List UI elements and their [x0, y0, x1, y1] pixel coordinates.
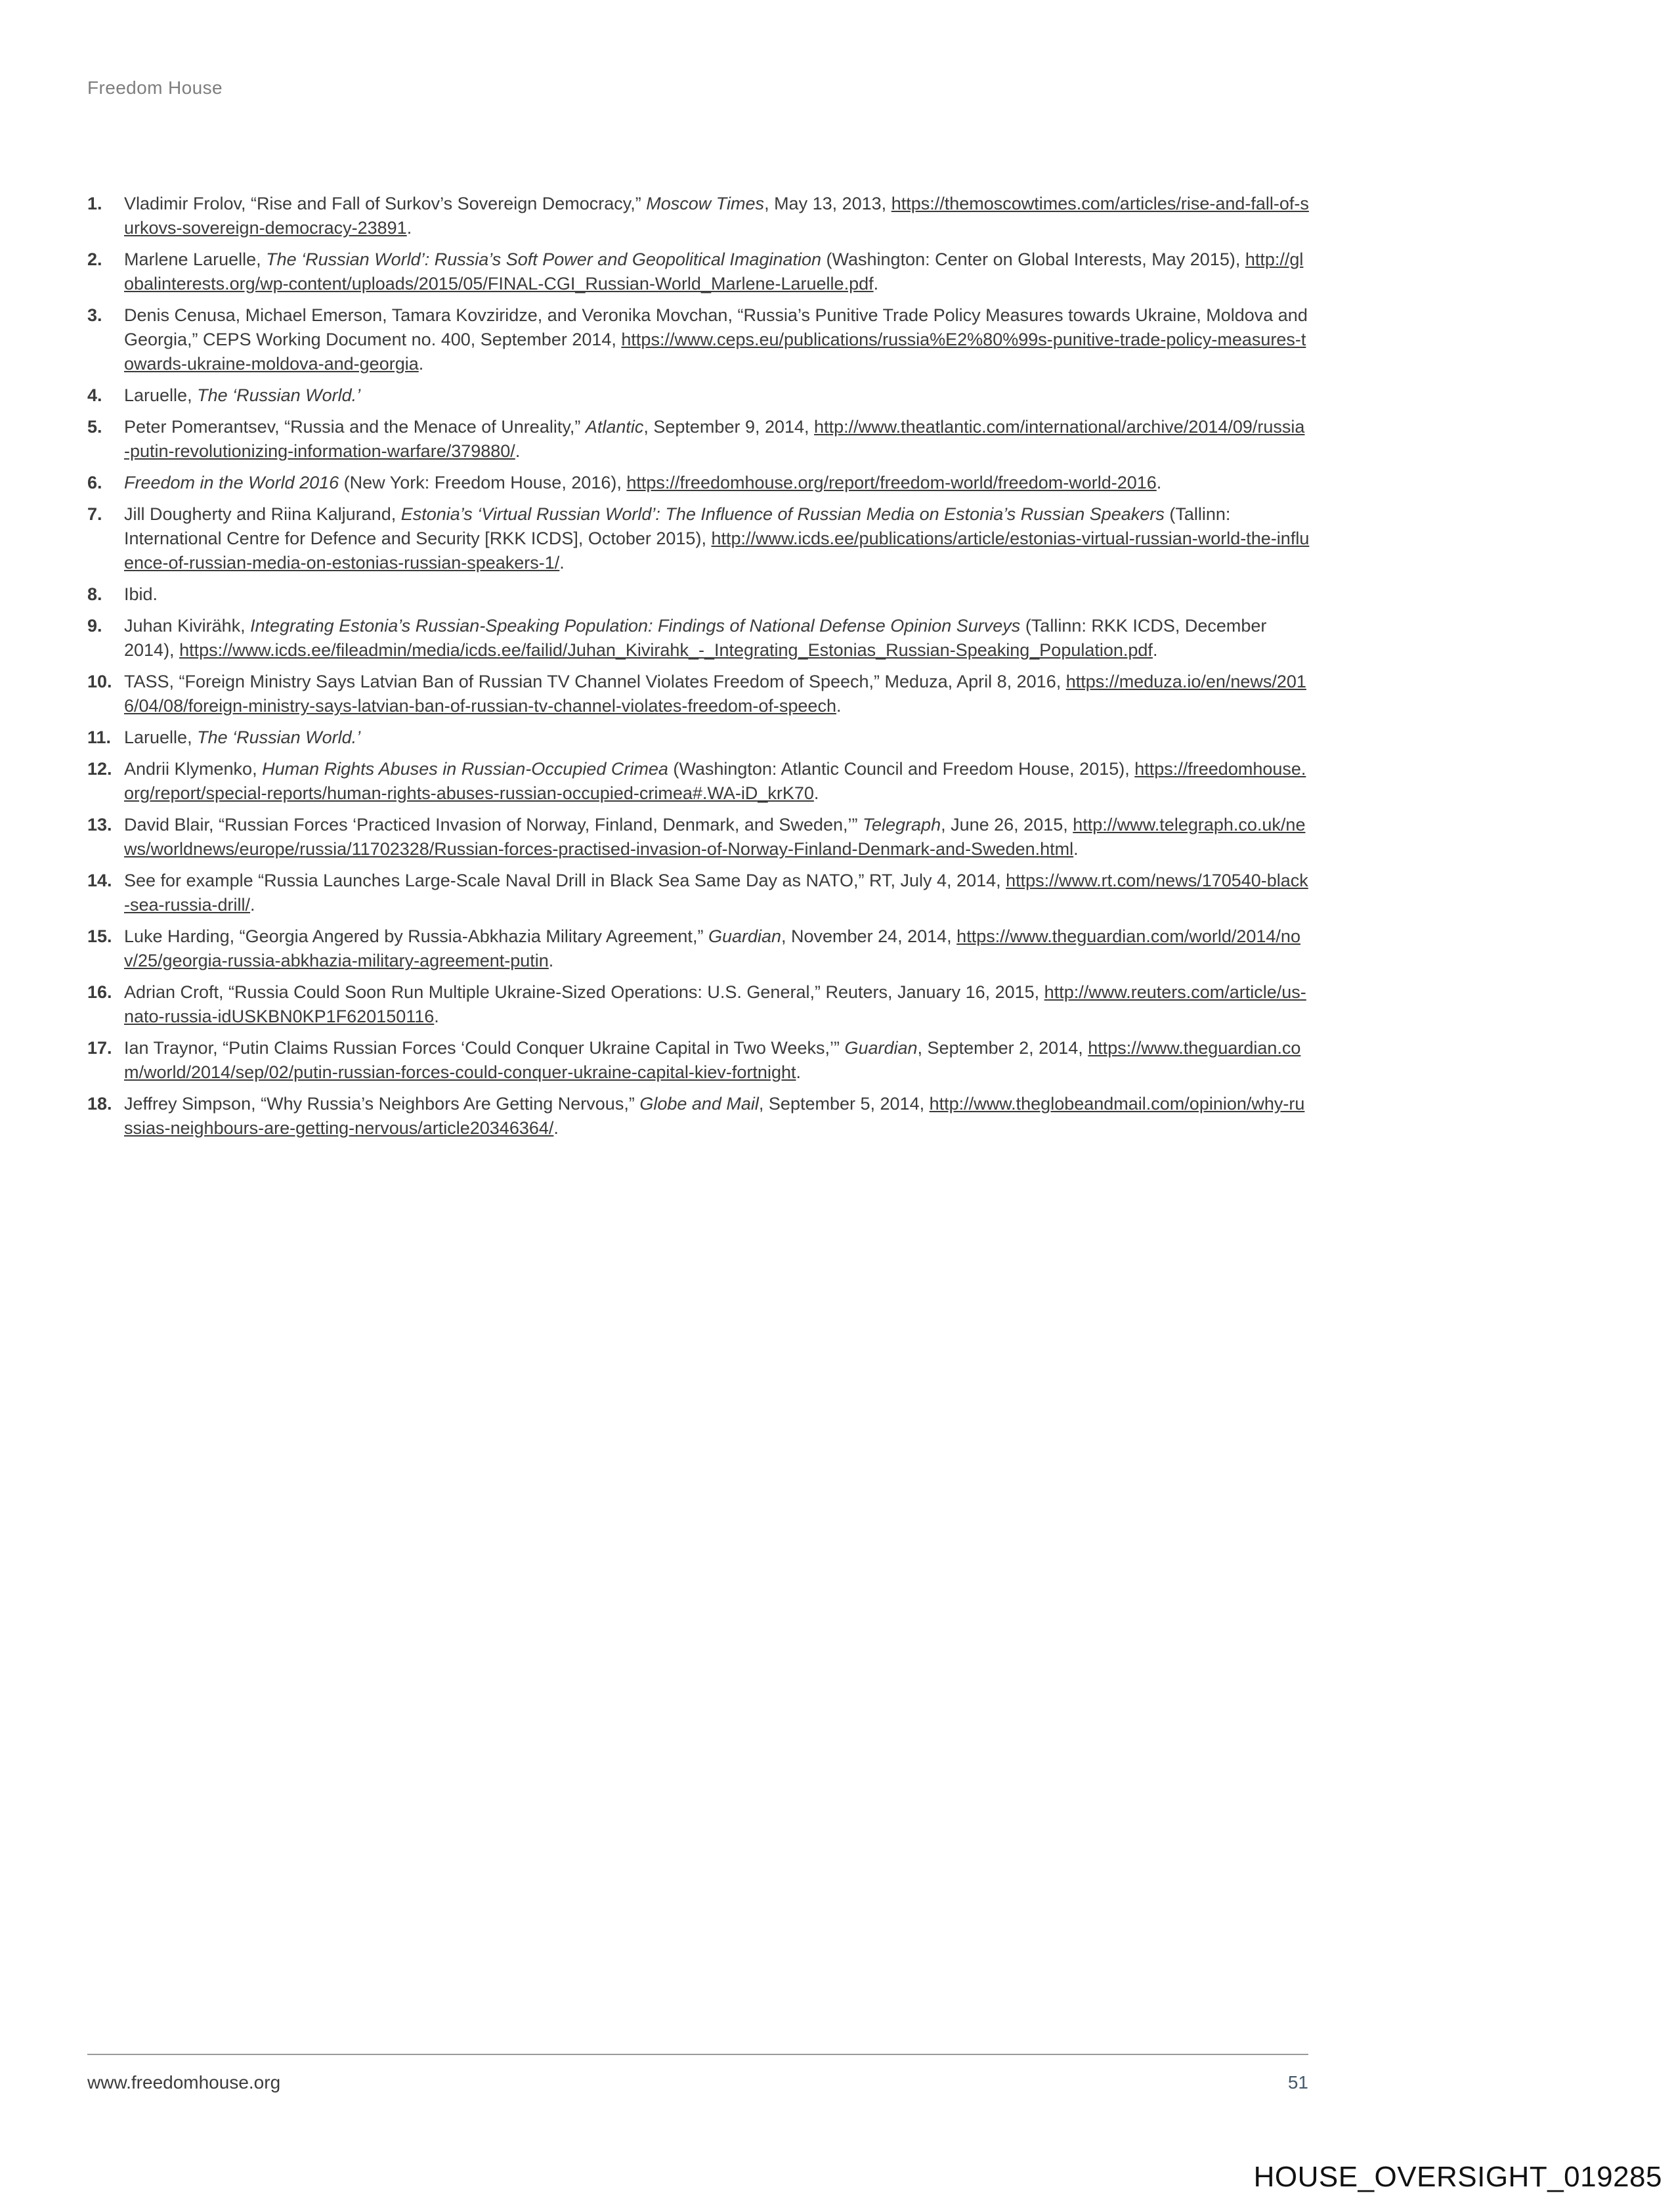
- endnote-number: 5.: [87, 417, 102, 437]
- citation-link[interactable]: http://globalinterests.org/wp-content/uploads/2015/05/FINAL-CGI_Russian-World_Marlene-Laruelle.pdf: [124, 249, 1304, 293]
- citation-text: Adrian Croft, “Russia Could Soon Run Multiple Ukraine-Sized Operations: U.S. General,” Reuters, January 16, 2015,: [124, 982, 1044, 1002]
- citation-link[interactable]: http://www.telegraph.co.uk/news/worldnews/europe/russia/11702328/Russian-forces-practised-invasion-of-Norway-Finland-Denmark-and-Sweden.html: [124, 815, 1306, 859]
- citation-link[interactable]: https://www.icds.ee/fileadmin/media/icds.ee/failid/Juhan_Kivirahk_-_Integrating_Estonias_Russian-Speaking_Population.pdf: [179, 640, 1153, 660]
- citation-text: Jill Dougherty and Riina Kaljurand,: [124, 504, 401, 524]
- endnote-text: [124, 415, 1310, 464]
- page-footer: [87, 2054, 1308, 2093]
- citation-text: Laruelle,: [124, 385, 198, 405]
- endnote: [87, 726, 1310, 750]
- endnote-number: 4.: [87, 385, 102, 405]
- endnote-text: [124, 248, 1310, 296]
- endnote: [87, 502, 1310, 575]
- endnote-text: [124, 726, 1310, 750]
- citation-text: , May 13, 2013,: [764, 194, 891, 213]
- page-number: 51: [1287, 2072, 1308, 2093]
- endnote-number: 14.: [87, 871, 112, 890]
- endnote-text: [124, 980, 1310, 1029]
- citation-title: The ‘Russian World.’: [197, 727, 361, 747]
- endnote-text: [124, 383, 1310, 408]
- citation-title: Estonia’s ‘Virtual Russian World’: The Influence of Russian Media on Estonia’s Russian Speakers: [400, 504, 1165, 524]
- citation-title: Globe and Mail: [639, 1094, 759, 1114]
- endnote-number: 8.: [87, 584, 102, 604]
- citation-text: .: [559, 553, 565, 573]
- citation-title: Moscow Times: [646, 194, 765, 213]
- endnote-text: [124, 582, 1310, 607]
- endnote-number: 7.: [87, 504, 102, 524]
- citation-link[interactable]: http://www.reuters.com/article/us-nato-russia-idUSKBN0KP1F620150116: [124, 982, 1306, 1026]
- citation-text: Luke Harding, “Georgia Angered by Russia-Abkhazia Military Agreement,”: [124, 926, 708, 946]
- endnote-text: [124, 192, 1310, 240]
- citation-text: , June 26, 2015,: [941, 815, 1073, 835]
- citation-title: Human Rights Abuses in Russian-Occupied Crimea: [262, 759, 668, 779]
- endnote-number: 10.: [87, 672, 112, 691]
- endnote: [87, 1092, 1310, 1140]
- endnote-text: [124, 1036, 1310, 1085]
- endnote-text: [124, 869, 1310, 917]
- endnote-number: 6.: [87, 473, 102, 492]
- citation-text: , September 5, 2014,: [758, 1094, 930, 1114]
- citation-text: .: [406, 218, 412, 238]
- citation-text: (Tallinn: International Centre for Defence and Security [RKK ICDS], October 2015),: [124, 504, 1231, 548]
- endnote-number: 17.: [87, 1038, 112, 1058]
- citation-text: See for example “Russia Launches Large-Scale Naval Drill in Black Sea Same Day as NATO,” RT, July 4, 2014,: [124, 871, 1006, 890]
- endnote-text: [124, 813, 1310, 861]
- citation-text: Denis Cenusa, Michael Emerson, Tamara Kovziridze, and Veronika Movchan, “Russia’s Punitive Trade Policy Measures towards Ukraine, Moldova and Georgia,” CEPS Working Document no. 400, September 2014,: [124, 305, 1308, 349]
- endnote: [87, 757, 1310, 806]
- citation-text: Ian Traynor, “Putin Claims Russian Forces ‘Could Conquer Ukraine Capital in Two Weeks,’”: [124, 1038, 845, 1058]
- endnote-number: 15.: [87, 926, 112, 946]
- citation-text: .: [1156, 473, 1162, 492]
- citation-text: .: [1073, 839, 1079, 859]
- citation-text: , November 24, 2014,: [781, 926, 957, 946]
- citation-text: (Tallinn: RKK ICDS, December 2014),: [124, 616, 1267, 660]
- citation-text: Marlene Laruelle,: [124, 249, 267, 269]
- endnote-text: [124, 471, 1310, 495]
- endnote-text: [124, 303, 1310, 376]
- citation-text: Juhan Kivirähk,: [124, 616, 251, 636]
- citation-link[interactable]: https://www.theguardian.com/world/2014/nov/25/georgia-russia-abkhazia-military-agreement-putin: [124, 926, 1300, 970]
- citation-text: (Washington: Center on Global Interests, May 2015),: [821, 249, 1245, 269]
- endnote-number: 13.: [87, 815, 112, 835]
- citation-text: (Washington: Atlantic Council and Freedom House, 2015),: [668, 759, 1135, 779]
- citation-title: Integrating Estonia’s Russian-Speaking Population: Findings of National Defense Opinion Surveys: [250, 616, 1021, 636]
- citation-text: , September 2, 2014,: [917, 1038, 1088, 1058]
- citation-text: Laruelle,: [124, 727, 198, 747]
- endnote: [87, 924, 1310, 973]
- citation-text: TASS, “Foreign Ministry Says Latvian Ban of Russian TV Channel Violates Freedom of Speech,” Meduza, April 8, 2016,: [124, 672, 1066, 691]
- citation-link[interactable]: https://freedomhouse.org/report/freedom-world/freedom-world-2016: [626, 473, 1157, 492]
- citation-text: Andrii Klymenko,: [124, 759, 263, 779]
- citation-text: .: [515, 441, 521, 461]
- citation-link[interactable]: https://www.ceps.eu/publications/russia%E2%80%99s-punitive-trade-policy-measures-towards-ukraine-moldova-and-georgia: [124, 330, 1306, 374]
- endnote: [87, 415, 1310, 464]
- endnote: [87, 670, 1310, 718]
- citation-text: .: [836, 696, 842, 716]
- citation-link[interactable]: https://meduza.io/en/news/2016/04/08/foreign-ministry-says-latvian-ban-of-russian-tv-channel-violates-freedom-of-speech: [124, 672, 1306, 716]
- endnote: [87, 471, 1310, 495]
- citation-text: Jeffrey Simpson, “Why Russia’s Neighbors Are Getting Nervous,”: [124, 1094, 640, 1114]
- endnote-number: 2.: [87, 249, 102, 269]
- footer-site-url: www.freedomhouse.org: [87, 2072, 281, 2093]
- citation-link[interactable]: http://www.theglobeandmail.com/opinion/why-russias-neighbours-are-getting-nervous/article20346364/: [124, 1094, 1305, 1138]
- endnote: [87, 303, 1310, 376]
- citation-title: The ‘Russian World.’: [197, 385, 361, 405]
- citation-text: .: [548, 951, 554, 970]
- endnote-text: [124, 924, 1310, 973]
- endnotes-list: [87, 192, 1310, 1148]
- citation-link[interactable]: https://themoscowtimes.com/articles/rise-and-fall-of-surkovs-sovereign-democracy-23891: [124, 194, 1309, 238]
- citation-title: Guardian: [708, 926, 782, 946]
- citation-link[interactable]: https://www.rt.com/news/170540-black-sea-russia-drill/: [124, 871, 1308, 915]
- endnote: [87, 1036, 1310, 1085]
- citation-text: .: [813, 783, 819, 803]
- citation-text: David Blair, “Russian Forces ‘Practiced Invasion of Norway, Finland, Denmark, and Sweden,’”: [124, 815, 863, 835]
- endnote: [87, 869, 1310, 917]
- citation-text: .: [873, 274, 879, 293]
- endnote-text: [124, 614, 1310, 662]
- citation-link[interactable]: https://freedomhouse.org/report/special-reports/human-rights-abuses-russian-occupied-crimea#.WA-iD_krK70: [124, 759, 1306, 803]
- footer-divider: [87, 2054, 1308, 2055]
- citation-text: .: [250, 895, 255, 915]
- endnote: [87, 192, 1310, 240]
- endnote: [87, 813, 1310, 861]
- endnote-text: [124, 502, 1310, 575]
- endnote: [87, 582, 1310, 607]
- citation-title: Telegraph: [862, 815, 941, 835]
- endnote-number: 16.: [87, 982, 112, 1002]
- endnote-text: [124, 1092, 1310, 1140]
- endnote-number: 11.: [87, 727, 112, 747]
- citation-title: Guardian: [844, 1038, 918, 1058]
- citation-link[interactable]: http://www.icds.ee/publications/article/estonias-virtual-russian-world-the-influence-of-russian-media-on-estonias-russian-speakers-1/: [124, 529, 1310, 573]
- citation-text: Vladimir Frolov, “Rise and Fall of Surkov’s Sovereign Democracy,”: [124, 194, 647, 213]
- citation-text: .: [1152, 640, 1158, 660]
- endnote-number: 9.: [87, 616, 102, 636]
- citation-text: Ibid.: [124, 584, 158, 604]
- citation-title: Atlantic: [585, 417, 644, 437]
- citation-text: .: [418, 354, 424, 374]
- citation-text: (New York: Freedom House, 2016),: [339, 473, 627, 492]
- citation-text: .: [434, 1007, 439, 1026]
- endnote-number: 3.: [87, 305, 102, 325]
- endnote: [87, 248, 1310, 296]
- endnote-number: 12.: [87, 759, 112, 779]
- citation-text: Peter Pomerantsev, “Russia and the Menace of Unreality,”: [124, 417, 586, 437]
- citation-title: Freedom in the World 2016: [124, 473, 339, 492]
- bates-stamp: HOUSE_OVERSIGHT_019285: [1253, 2161, 1662, 2193]
- endnote: [87, 614, 1310, 662]
- citation-text: .: [553, 1118, 559, 1138]
- citation-text: .: [796, 1062, 801, 1082]
- citation-link[interactable]: https://www.theguardian.com/world/2014/sep/02/putin-russian-forces-could-conquer-ukraine-capital-kiev-fortnight: [124, 1038, 1301, 1082]
- endnote-number: 1.: [87, 194, 102, 213]
- endnote-text: [124, 670, 1310, 718]
- citation-link[interactable]: http://www.theatlantic.com/international/archive/2014/09/russia-putin-revolutionizing-information-warfare/379880/: [124, 417, 1305, 461]
- citation-text: , September 9, 2014,: [643, 417, 815, 437]
- endnote: [87, 383, 1310, 408]
- citation-title: The ‘Russian World’: Russia’s Soft Power and Geopolitical Imagination: [266, 249, 822, 269]
- endnote-text: [124, 757, 1310, 806]
- brand-header: Freedom House: [87, 77, 223, 98]
- endnote-number: 18.: [87, 1094, 112, 1114]
- endnote: [87, 980, 1310, 1029]
